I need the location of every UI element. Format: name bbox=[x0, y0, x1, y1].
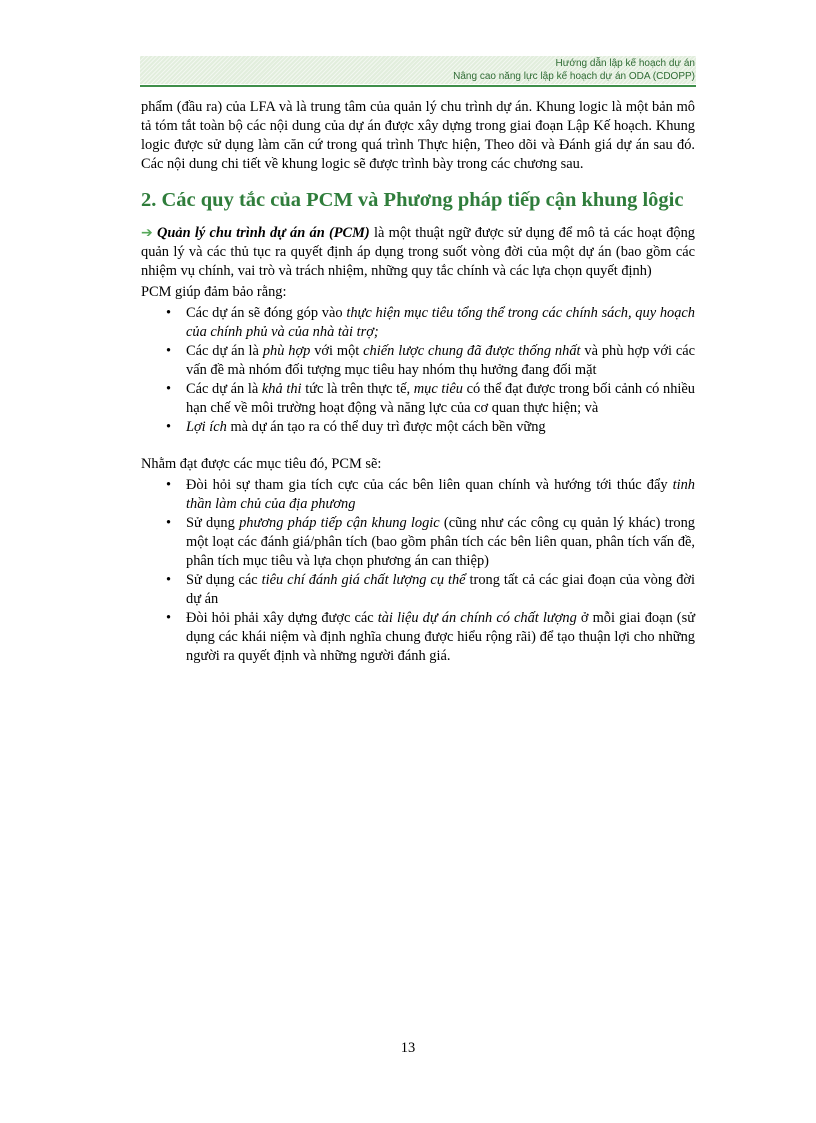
list-item: • Sử dụng phương pháp tiếp cận khung logic (cũng như các công cụ quản lý khác) trong một loạt các đánh giá/phân tích (bao gồm phân tích các bên liên quan, phân tích vấn đề, phân tích mục tiêu và lựa chọn phương án can thiệp) bbox=[166, 515, 695, 569]
definition-text: là một thuật ngữ được sử dụng để mô tả các hoạt động quản lý và các thủ tục ra quyết định áp dụng trong suốt vòng đời của một dự án (bao gồm các nhiệm vụ chính, vai trò và trách nhiệm, những quy tắc chính và các lựa chọn quyết định) bbox=[141, 225, 695, 279]
bullet-icon: • bbox=[166, 381, 172, 397]
header-rule bbox=[140, 85, 696, 87]
header-line-2: Nâng cao năng lực lập kế hoạch dự án ODA (CDOPP) bbox=[453, 71, 695, 82]
list-item: • Đòi hỏi phải xây dựng được các tài liệu dự án chính có chất lượng ở mỗi giai đoạn (sử dụng các khái niệm và định nghĩa chung được hiểu rộng rãi) để tạo thuận lợi cho những người ra quyết định và những người đánh giá. bbox=[166, 610, 695, 664]
header-line-1: Hướng dẫn lập kế hoạch dự án bbox=[555, 58, 695, 69]
bullet-icon: • bbox=[166, 477, 172, 493]
page-number: 13 bbox=[400, 1040, 416, 1056]
list2 bbox=[141, 476, 695, 666]
bullet-icon: • bbox=[166, 572, 172, 588]
list1 bbox=[141, 304, 695, 437]
page-content bbox=[141, 98, 695, 666]
section-heading: 2. Các quy tắc của PCM và Phương pháp tiếp cận khung lôgic bbox=[141, 189, 684, 211]
list-item: • Các dự án sẽ đóng góp vào thực hiện mục tiêu tổng thể trong các chính sách, quy hoạch của chính phủ và của nhà tài trợ; bbox=[166, 305, 695, 340]
list1-intro: PCM giúp đảm bảo rằng: bbox=[141, 284, 287, 300]
list-item: • Đòi hỏi sự tham gia tích cực của các bên liên quan chính và hướng tới thúc đẩy tinh thần làm chủ của địa phương bbox=[166, 477, 695, 512]
definition-paragraph bbox=[141, 224, 695, 281]
bullet-icon: • bbox=[166, 419, 172, 435]
bullet-icon: • bbox=[166, 305, 172, 321]
bullet-icon: • bbox=[166, 343, 172, 359]
list2-intro: Nhằm đạt được các mục tiêu đó, PCM sẽ: bbox=[141, 456, 382, 472]
list-item: • Các dự án là khả thi tức là trên thực tế, mục tiêu có thể đạt được trong bối cảnh có nhiều hạn chế về môi trường hoạt động và năng lực của cơ quan thực hiện; và bbox=[166, 381, 695, 416]
list-item: • Sử dụng các tiêu chí đánh giá chất lượng cụ thể trong tất cả các giai đoạn của vòng đời dự án bbox=[166, 572, 696, 607]
intro-paragraph: phẩm (đầu ra) của LFA và là trung tâm của quản lý chu trình dự án. Khung logic là một bản mô tả tóm tắt toàn bộ các nội dung của dự án được xây dựng trong giai đoạn Lập Kế hoạch. Khung logic được sử dụng làm căn cứ trong quá trình Thực hiện, Theo dõi và Đánh giá dự án sau đó. Các nội dung chi tiết về khung logic sẽ được trình bày trong các chương sau. bbox=[141, 99, 695, 172]
bullet-icon: • bbox=[166, 515, 172, 531]
list-item: • Lợi ích mà dự án tạo ra có thể duy trì được một cách bền vững bbox=[166, 419, 546, 435]
running-header bbox=[453, 57, 695, 83]
list-item: • Các dự án là phù hợp với một chiến lược chung đã được thống nhất và phù hợp với các vấn đề mà nhóm đối tượng mục tiêu hay nhóm thụ hưởng đang đối mặt bbox=[166, 343, 696, 378]
definition-term: Quản lý chu trình dự án án (PCM) bbox=[157, 225, 370, 241]
arrow-right-icon: ➔ bbox=[141, 225, 153, 241]
bullet-icon: • bbox=[166, 610, 172, 626]
